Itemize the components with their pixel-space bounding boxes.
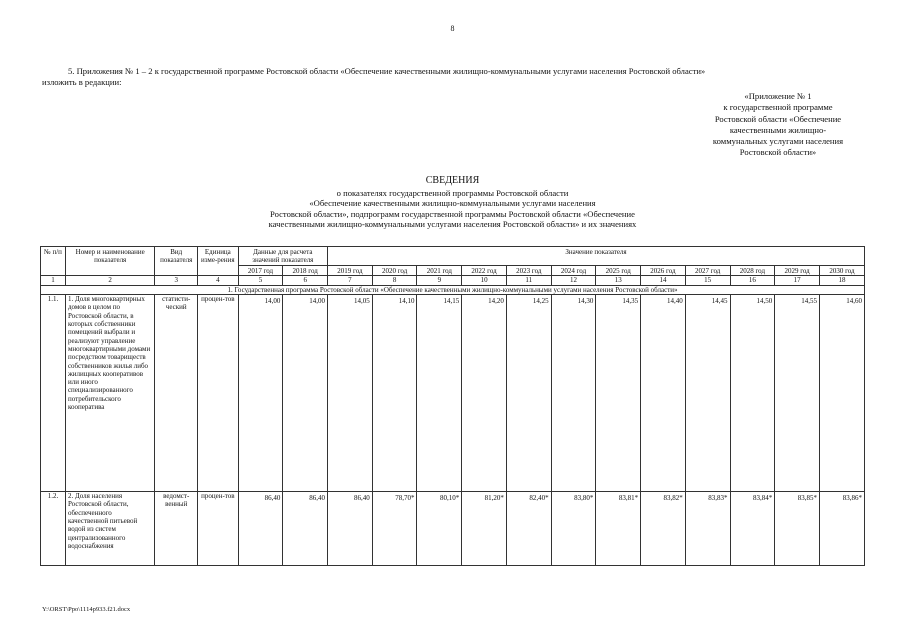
header-values: Значение показателя: [328, 247, 865, 266]
value-cell: 14,05: [328, 295, 373, 492]
table-row: [41, 492, 865, 566]
title-line: о показателях государственной программы Ростовской области: [336, 187, 569, 198]
value-cell: 83,81*: [596, 492, 641, 566]
title-line: Ростовской области», подпрограмм государственной программы Ростовской области «Обеспечение: [270, 208, 635, 219]
value-cell: 83,85*: [775, 492, 820, 566]
value-cell: 86,40: [283, 492, 328, 566]
column-number: 12: [551, 275, 596, 285]
column-number: 9: [417, 275, 462, 285]
value-cell: 80,10*: [417, 492, 462, 566]
column-number: 11: [506, 275, 551, 285]
value-cell: 14,15: [417, 295, 462, 492]
year-cell: 2024 год: [551, 265, 596, 275]
table-row: [41, 295, 865, 492]
column-number: 10: [462, 275, 507, 285]
indicator-kind: ведомст-венный: [155, 492, 198, 566]
value-cell: 14,40: [641, 295, 686, 492]
appendix-note: [688, 91, 868, 159]
value-cell: 81,20*: [462, 492, 507, 566]
year-cell: 2027 год: [685, 265, 730, 275]
year-cell: 2021 год: [417, 265, 462, 275]
section-row: [41, 285, 865, 294]
page-number: 8: [450, 24, 455, 33]
value-cell: 83,82*: [641, 492, 686, 566]
column-number: 18: [819, 275, 864, 285]
appendix-line: Ростовской области»: [739, 147, 817, 158]
value-cell: 83,80*: [551, 492, 596, 566]
value-cell: 86,40: [238, 492, 283, 566]
year-cell: 2030 год: [819, 265, 864, 275]
column-numbers-row: [41, 275, 865, 285]
value-cell: 14,25: [506, 295, 551, 492]
column-number: 7: [328, 275, 373, 285]
value-cell: 14,00: [283, 295, 328, 492]
year-cell: 2017 год: [238, 265, 283, 275]
value-cell: 14,50: [730, 295, 775, 492]
column-number: 6: [283, 275, 328, 285]
year-cell: 2022 год: [462, 265, 507, 275]
column-number: 4: [198, 275, 239, 285]
header-name: Номер и наименование показателя: [65, 247, 154, 276]
indicator-unit: процен-тов: [198, 295, 239, 492]
value-cell: 14,10: [372, 295, 417, 492]
column-number: 14: [641, 275, 686, 285]
value-cell: 14,35: [596, 295, 641, 492]
year-cell: 2019 год: [328, 265, 373, 275]
title-main: СВЕДЕНИЯ: [425, 175, 480, 186]
year-cell: 2029 год: [775, 265, 820, 275]
header-kind: Вид показателя: [155, 247, 198, 276]
column-number: 17: [775, 275, 820, 285]
title-line: «Обеспечение качественными жилищно-коммунальными услугами населения: [309, 198, 596, 209]
header-unit: Единица изме-рения: [198, 247, 239, 276]
column-number: 5: [238, 275, 283, 285]
year-cell: 2025 год: [596, 265, 641, 275]
value-cell: 14,45: [685, 295, 730, 492]
intro-text: [42, 66, 872, 88]
value-cell: 83,84*: [730, 492, 775, 566]
value-cell: 14,30: [551, 295, 596, 492]
value-cell: 83,83*: [685, 492, 730, 566]
column-number: 13: [596, 275, 641, 285]
appendix-line: к государственной программе: [723, 102, 833, 113]
value-cell: 78,70*: [372, 492, 417, 566]
value-cell: 14,00: [238, 295, 283, 492]
indicators-table: [40, 246, 865, 566]
column-number: 2: [65, 275, 154, 285]
column-number: 8: [372, 275, 417, 285]
row-number: 1.1.: [41, 295, 66, 492]
year-cell: 2028 год: [730, 265, 775, 275]
appendix-line: Ростовской области «Обеспечение: [714, 113, 842, 124]
appendix-line: качественными жилищно-: [729, 124, 827, 135]
column-number: 15: [685, 275, 730, 285]
file-path-footer: Y:\ORST\Ppo\1114p933.f21.docx: [42, 606, 131, 613]
appendix-line: коммунальных услугами населения: [712, 136, 844, 147]
value-cell: 82,40*: [506, 492, 551, 566]
value-cell: 83,86*: [819, 492, 864, 566]
document-title: [0, 176, 905, 230]
value-cell: 86,40: [328, 492, 373, 566]
value-cell: 14,55: [775, 295, 820, 492]
year-cell: 2026 год: [641, 265, 686, 275]
section-title: 1. Государственная программа Ростовской области «Обеспечение качественными жилищно-коммунальными услугами населения Ростовской области»: [41, 285, 865, 294]
indicator-name: 2. Доля населения Ростовской области, обеспеченного качественной питьевой водой из систем централизованного водоснабжения: [65, 492, 154, 566]
header-no: № п/п: [41, 247, 66, 276]
title-line: качественными жилищно-коммунальными услугами населения Ростовской области» и их значениях: [268, 219, 637, 230]
year-cell: 2020 год: [372, 265, 417, 275]
column-number: 3: [155, 275, 198, 285]
row-number: 1.2.: [41, 492, 66, 566]
indicator-kind: статисти-ческий: [155, 295, 198, 492]
value-cell: 14,20: [462, 295, 507, 492]
year-cell: 2018 год: [283, 265, 328, 275]
indicator-name: 1. Доля многоквартирных домов в целом по Ростовской области, в которых собственники помещений выбрали и реализуют управление многоквартирными домами посредством товариществ собственников жилья либо жилищных кооперативов или иного специализированного потребительского кооператива: [65, 295, 154, 492]
appendix-line: «Приложение № 1: [744, 91, 812, 101]
indicator-unit: процен-тов: [198, 492, 239, 566]
value-cell: 14,60: [819, 295, 864, 492]
header-base: Данные для расчета значений показателя: [238, 247, 327, 266]
column-number: 1: [41, 275, 66, 285]
column-number: 16: [730, 275, 775, 285]
intro-paragraph: 5. Приложения № 1 – 2 к государственной программе Ростовской области «Обеспечение качественными жилищно-коммунальными услугами населения Ростовской области»: [68, 66, 706, 76]
intro-continuation: изложить в редакции:: [42, 77, 122, 87]
year-cell: 2023 год: [506, 265, 551, 275]
